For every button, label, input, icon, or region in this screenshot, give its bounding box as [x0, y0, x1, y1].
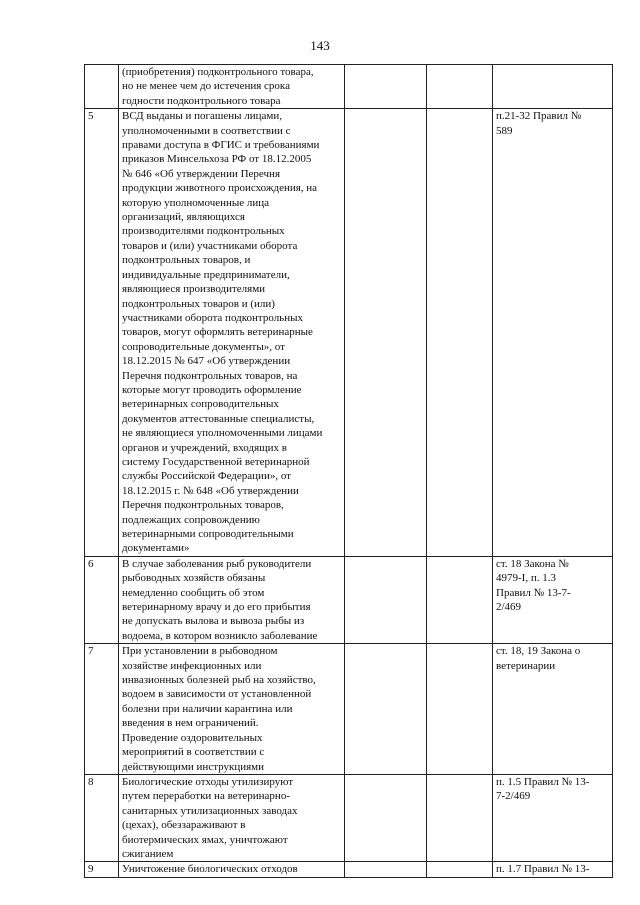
legal-reference-line: п. 1.7 Правил № 13-	[496, 863, 590, 876]
requirement-text-line: документами»	[122, 542, 190, 555]
table-row	[85, 556, 613, 643]
requirement-text-line: являющиеся производителями	[122, 283, 266, 296]
requirement-text-line: сжиганием	[122, 847, 174, 860]
requirement-text-line: В случае заболевания рыб руководители	[122, 557, 312, 570]
requirement-text-line: службы Российской Федерации», от	[122, 470, 291, 483]
legal-reference-line: ст. 18 Закона №	[496, 557, 569, 570]
requirement-text-line: приказов Минсельхоза РФ от 18.12.2005	[122, 153, 312, 166]
requirement-text-line: организаций, являющихся	[122, 211, 245, 224]
empty-cell	[427, 774, 493, 861]
requirement-text-line: немедленно сообщить об этом	[122, 586, 265, 599]
requirement-text-line: ветеринарному врачу и до его прибытия	[122, 601, 311, 614]
empty-cell	[345, 774, 427, 861]
requirement-text-line: 18.12.2015 г. № 648 «Об утверждении	[122, 484, 299, 497]
row-number-cell: 8	[85, 774, 119, 861]
legal-reference-line: 4979-I, п. 1.3	[496, 572, 556, 585]
row-number-cell: 9	[85, 862, 119, 877]
requirement-text-line: (цехах), обеззараживают в	[122, 819, 246, 832]
requirement-text-line: которые могут проводить оформление	[122, 383, 302, 396]
requirement-text-line: Уничтожение биологических отходов	[122, 863, 298, 876]
legal-reference-cell	[493, 556, 613, 643]
empty-cell	[345, 644, 427, 775]
requirement-text-line: товаров и (или) участниками оборота	[122, 239, 298, 252]
table-row	[85, 862, 613, 877]
requirement-text-line: водоема, в котором возникло заболевание	[122, 629, 318, 642]
requirement-text-line: сопроводительные документы», от	[122, 340, 285, 353]
empty-cell	[427, 65, 493, 109]
legal-reference-cell	[493, 862, 613, 877]
legal-reference-cell	[493, 644, 613, 775]
empty-cell	[427, 556, 493, 643]
empty-cell	[345, 862, 427, 877]
requirement-text-line: хозяйстве инфекционных или	[122, 659, 262, 672]
requirement-text-line: правами доступа в ФГИС и требованиями	[122, 139, 320, 152]
legal-reference-cell	[493, 774, 613, 861]
requirement-text-line: продукции животного происхождения, на	[122, 182, 318, 195]
requirement-text-line: документов аттестованные специалисты,	[122, 412, 315, 425]
requirement-text-line: товаров, могут оформлять ветеринарные	[122, 326, 313, 339]
requirement-text-line: не допускать вылова и вывоза рыбы из	[122, 615, 305, 628]
requirement-text-line: уполномоченными в соответствии с	[122, 124, 291, 137]
legal-reference-line: ст. 18, 19 Закона о	[496, 645, 581, 658]
table-row	[85, 644, 613, 775]
requirement-text-line: ветеринарными сопроводительными	[122, 528, 294, 540]
empty-cell	[345, 556, 427, 643]
row-number-cell: 7	[85, 644, 119, 775]
row-number-cell	[85, 65, 119, 109]
requirement-text-line: введения в нем ограничений.	[122, 717, 259, 730]
requirement-text-line: подконтрольных товаров, и	[122, 254, 251, 267]
requirement-text-line: путем переработки на ветеринарно-	[122, 790, 290, 803]
table-row	[85, 774, 613, 861]
requirements-table	[84, 64, 613, 878]
requirement-text-line: но не менее чем до истечения срока	[122, 80, 290, 93]
row-number-cell: 5	[85, 109, 119, 557]
requirement-text-line: подлежащих сопровождению	[122, 513, 260, 526]
requirement-text-line: систему Государственной ветеринарной	[122, 455, 310, 468]
requirement-text-line: рыбоводных хозяйств обязаны	[122, 572, 266, 585]
requirement-text-line: не являющиеся уполномоченными лицами	[122, 427, 323, 440]
legal-reference-line: 589	[496, 124, 513, 137]
requirement-text-line: 18.12.2015 № 647 «Об утверждении	[122, 355, 291, 368]
legal-reference-line: Правил № 13-7-	[496, 586, 571, 599]
requirement-text-line: Биологические отходы утилизируют	[122, 775, 294, 788]
requirement-text-line: санитарных утилизационных заводах	[122, 804, 298, 817]
page-number: 143	[310, 38, 330, 53]
empty-cell	[345, 65, 427, 109]
legal-reference-line: 7-2/469	[496, 790, 531, 803]
table-row	[85, 65, 613, 109]
requirement-text-line: болезни при наличии карантина или	[122, 702, 293, 715]
empty-cell	[427, 109, 493, 557]
requirement-text-line: участниками оборота подконтрольных	[122, 311, 303, 324]
empty-cell	[427, 862, 493, 877]
requirement-text-cell	[119, 774, 345, 861]
requirement-text-cell	[119, 109, 345, 557]
requirement-text-cell	[119, 65, 345, 109]
requirement-text-line: ветеринарных сопроводительных	[122, 398, 279, 411]
requirement-text-line: ВСД выданы и погашены лицами,	[122, 110, 283, 123]
legal-reference-line: ветеринарии	[496, 659, 556, 672]
requirement-text-line: подконтрольных товаров и (или)	[122, 297, 275, 310]
requirement-text-line: мероприятий в соответствии с	[122, 746, 265, 759]
legal-reference-line: п.21-32 Правил №	[496, 110, 582, 123]
requirement-text-line: инвазионных болезней рыб на хозяйство,	[122, 674, 316, 687]
requirement-text-cell	[119, 556, 345, 643]
empty-cell	[427, 644, 493, 775]
legal-reference-line: 2/469	[496, 601, 522, 614]
requirement-text-line: биотермических ямах, уничтожают	[122, 833, 288, 846]
row-number-cell: 6	[85, 556, 119, 643]
legal-reference-cell	[493, 109, 613, 557]
requirement-text-line: водоем в зависимости от установленной	[122, 688, 312, 701]
requirement-text-line: которую уполномоченные лица	[122, 196, 270, 209]
requirement-text-line: Проведение оздоровительных	[122, 731, 263, 744]
empty-cell	[345, 109, 427, 557]
table-row	[85, 109, 613, 557]
requirement-text-line: При установлении в рыбоводном	[122, 645, 278, 658]
requirement-text-line: производителями подконтрольных	[122, 225, 285, 238]
requirement-text-line: Перечня подконтрольных товаров, на	[122, 369, 298, 382]
requirement-text-cell	[119, 862, 345, 877]
legal-reference-cell	[493, 65, 613, 109]
requirement-text-line: действующими инструкциями	[122, 760, 265, 773]
requirement-text-line: годности подконтрольного товара	[122, 94, 281, 107]
requirement-text-cell	[119, 644, 345, 775]
requirement-text-line: (приобретения) подконтрольного товара,	[122, 66, 314, 78]
requirement-text-line: Перечня подконтрольных товаров,	[122, 499, 284, 512]
requirement-text-line: индивидуальные предприниматели,	[122, 268, 290, 281]
requirement-text-line: органов и учреждений, входящих в	[122, 441, 287, 454]
legal-reference-line: п. 1.5 Правил № 13-	[496, 775, 590, 788]
requirement-text-line: № 646 «Об утверждении Перечня	[122, 167, 281, 180]
